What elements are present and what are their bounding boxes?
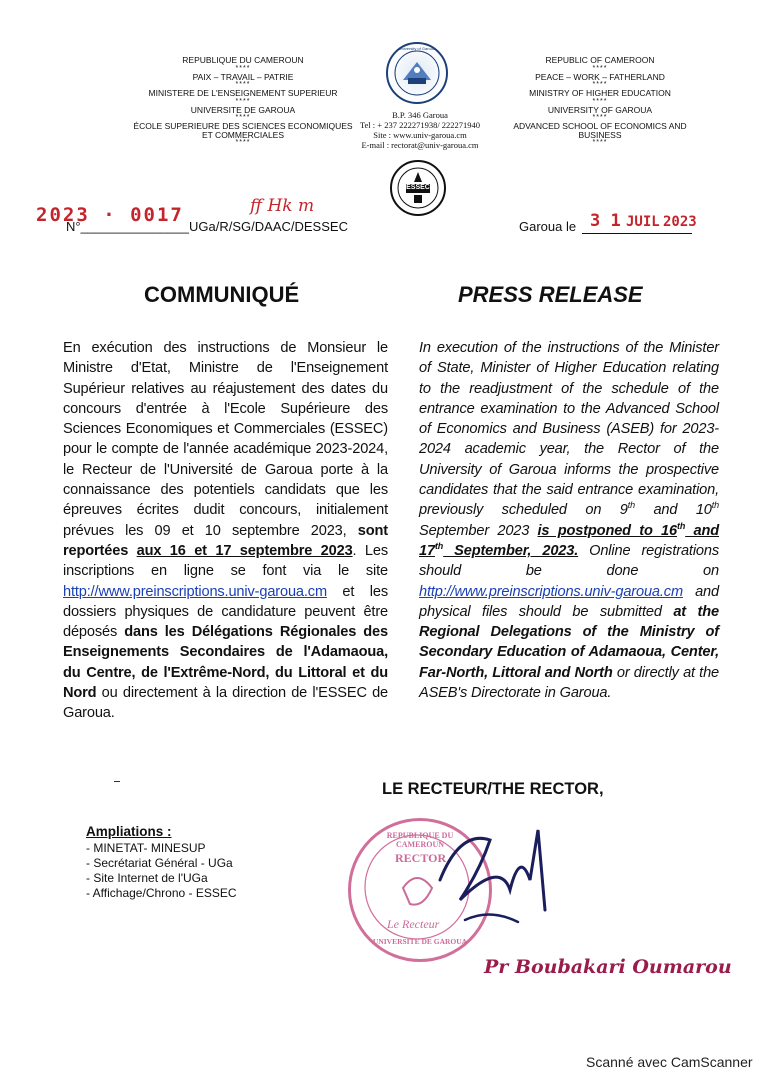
header-stars: **** — [592, 139, 608, 146]
header-stars: **** — [235, 139, 251, 146]
en-registration-link[interactable]: http://www.preinscriptions.univ-garoua.cm — [419, 583, 683, 600]
body-french — [63, 338, 388, 724]
date-underline — [582, 233, 692, 234]
en-september: September 2023 — [419, 522, 538, 539]
scanner-watermark: Scanné avec CamScanner — [586, 1054, 753, 1070]
header-right — [480, 56, 720, 147]
en-superscript: th — [711, 500, 719, 511]
website: Site : www.univ-garoua.cm — [373, 130, 467, 140]
stray-mark — [114, 781, 120, 782]
handwritten-signature — [420, 810, 570, 940]
handwritten-date-year: 2023 — [663, 214, 697, 230]
fr-physical-files: et les dossiers physiques de candidature peuvent être déposés — [63, 583, 388, 641]
header-right-line5: ADVANCED SCHOOL OF ECONOMICS AND — [513, 121, 687, 131]
ampliations-block — [86, 824, 286, 901]
fr-registration-link[interactable]: http://www.preinscriptions.univ-garoua.cm — [63, 583, 327, 600]
en-bold-and-17: and 17 — [419, 522, 719, 559]
ampliation-item: - Site Internet de l'UGa — [86, 871, 208, 885]
ampliations-title: Ampliations : — [86, 824, 172, 839]
title-fr: COMMUNIQUÉ — [144, 282, 300, 307]
logo-caption: University of Garoua — [398, 46, 436, 51]
stamp-text-top: REPUBLIQUE DU CAMEROUN — [386, 831, 454, 849]
header-stars: **** — [592, 64, 608, 72]
title-en: PRESS RELEASE — [458, 282, 643, 307]
header-stars: **** — [592, 81, 608, 88]
en-and-10: and 10 — [634, 502, 712, 519]
header-right-line6: BUSINESS — [578, 129, 622, 140]
header-left-line3: MINISTERE DE L'ENSEIGNEMENT SUPERIEUR — [148, 88, 338, 98]
stamp-text-rector: RECTOR — [395, 851, 447, 865]
header-stars: **** — [592, 114, 608, 121]
stamp-text-le-recteur: Le Recteur — [387, 917, 440, 931]
header-stars: **** — [235, 114, 251, 121]
header-right-line4: UNIVERSITY OF GAROUA — [547, 104, 653, 115]
essec-logo-label: ESSEC — [406, 184, 430, 191]
header-left-line1: REPUBLIQUE DU CAMEROUN — [182, 55, 304, 65]
po-box: B.P. 346 Garoua — [392, 110, 448, 120]
ampliation-item: - Secrétariat Général - UGa — [86, 856, 233, 870]
fr-bold-delegations: dans les Délégations Régionales des Enseignements Secondaires de l'Adamaoua, du Centre, de l'Extrême-Nord, du Littoral et du Nord — [63, 624, 388, 702]
en-bold-delegations: at the Regional Delegations of the Ministry of Secondary Education of Adamaoua, Center, Far-North, Littoral and North — [419, 603, 719, 681]
signatory-title: LE RECTEUR/THE RECTOR, — [382, 780, 604, 798]
ampliation-item: - Affichage/Chrono - ESSEC — [86, 886, 237, 900]
reference-number: N°_______________UGa/R/SG/DAAC/DESSEC — [66, 219, 348, 234]
en-physical-files: and physical files should be submitted — [419, 583, 719, 620]
header-left-line4: UNIVERSITE DE GAROUA — [190, 104, 296, 115]
en-bold-september: September, 2023. — [443, 542, 579, 559]
body-english — [419, 338, 719, 703]
header-stars: **** — [235, 97, 251, 105]
header-stars: **** — [235, 81, 251, 88]
en-superscript: th — [627, 500, 635, 511]
header-left-line5: ÉCOLE SUPERIEURE DES SCIENCES ECONOMIQUES — [133, 121, 353, 131]
email: E-mail : rectorat@univ-garoua.cm — [361, 140, 479, 150]
university-logo — [386, 42, 448, 104]
signatory-name: Pr Boubakari Oumarou — [484, 956, 732, 978]
fr-bold-postponed: sont reportées — [63, 522, 388, 559]
handwritten-initials: ff Hk m — [250, 196, 315, 216]
fr-paragraph-start: En exécution des instructions de Monsieur le Ministre d'Etat, Ministre de l'Enseignement Supérieur relatives au réajustement des dates du concours d'entrée à l'Ecole Supérieure des Sciences Economiques et Commerciales (ESSEC) pour le compte de l'année académique 2023-2024, le Recteur de l'Université de Garoua porte à la connaissance des potentiels candidats que les épreuves écrites dudit concours, initialement prévues les 09 et 10 septembre 2023, — [63, 340, 388, 539]
ampliation-item: - MINETAT- MINESUP — [86, 841, 206, 855]
handwritten-date-day: 3 1 — [590, 211, 621, 231]
en-online-registration: Online registrations should be done on — [419, 542, 719, 580]
fr-paragraph-end: ou directement à la direction de l'ESSEC de Garoua. — [63, 685, 388, 722]
phone: Tel : + 237 222271938/ 222271940 — [359, 120, 481, 130]
header-left-line6: ET COMMERCIALES — [201, 129, 285, 140]
header-right-line2: PEACE – WORK – FATHERLAND — [535, 71, 665, 82]
en-paragraph-end: or directly at the ASEB's Directorate in Garoua. — [419, 664, 720, 702]
fr-bold-new-dates: aux 16 et 17 septembre 2023 — [136, 542, 353, 559]
essec-logo — [390, 160, 446, 216]
en-paragraph-start: In execution of the instructions of the Minister of State, Minister of Higher Education relating to the readjustment of the schedule of the entrance examination to the Advanced School of Economics and Business (ASEB) for 2023-2024 academic year, the Rector of the University of Garoua informs the prospective candidates that the said entrance examination, previously scheduled on 9 — [419, 340, 719, 519]
header-stars: **** — [592, 97, 608, 105]
stamp-text-bottom: UNIVERSITE DE GAROUA — [372, 937, 468, 946]
en-superscript: th — [676, 520, 686, 531]
header-left-line2: PAIX – TRAVAIL – PATRIE — [192, 71, 294, 82]
en-bold-postponed: is postponed to 16 — [537, 522, 677, 539]
header-right-line1: REPUBLIC OF CAMEROON — [545, 55, 655, 65]
header-left — [118, 56, 368, 147]
university-logo-emblem — [388, 44, 446, 102]
header-right-line3: MINISTRY OF HIGHER EDUCATION — [529, 88, 671, 98]
handwritten-reference-number: 2023 · 0017 — [36, 204, 184, 226]
place-label: Garoua le — [519, 219, 577, 234]
contact-block — [350, 110, 490, 150]
header-stars: **** — [235, 64, 251, 72]
handwritten-date-month: JUIL — [626, 214, 660, 230]
en-superscript: th — [434, 541, 444, 552]
fr-online-registration: . Les inscriptions en ligne se font via le site — [63, 542, 388, 580]
